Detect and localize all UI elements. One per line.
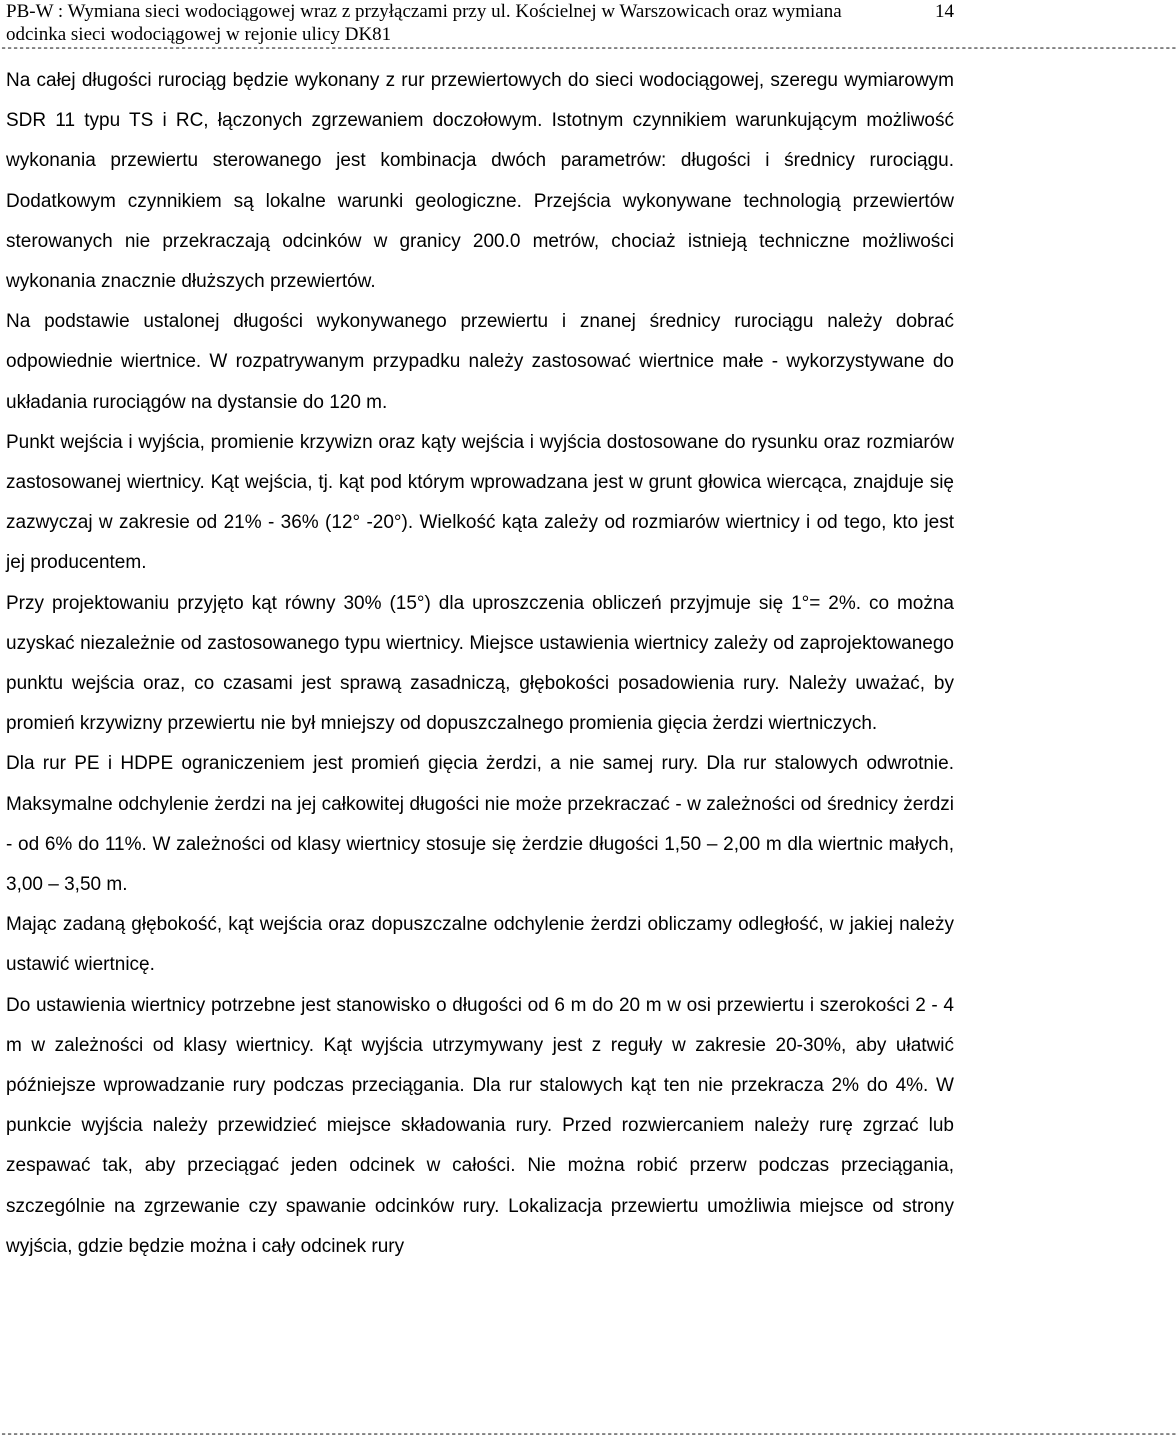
document-body: [6, 61, 954, 1267]
footer-separator: ----------------------------------------------------------------------------------------------------------------------------------------------------------------------------------------------------: [0, 1427, 1176, 1441]
paragraph: Dla rur PE i HDPE ograniczeniem jest promień gięcia żerdzi, a nie samej rury. Dla rur stalowych odwrotnie. Maksymalne odchylenie żerdzi na jej całkowitej długości nie może przekraczać - w zależności od średnicy żerdzi - od 6% do 11%. W zależności od klasy wiertnicy stosuje się żerdzie długości 1,50 – 2,00 m dla wiertnic małych, 3,00 – 3,50 m.: [6, 753, 954, 896]
page-number: 14: [935, 1, 954, 22]
paragraph: Do ustawienia wiertnicy potrzebne jest stanowisko o długości od 6 m do 20 m w osi przewiertu i szerokości 2 - 4 m w zależności od klasy wiertnicy. Kąt wyjścia utrzymywany jest z reguły w zakresie 20-30%, aby ułatwić późniejsze wprowadzanie rury podczas przeciągania. Dla rur stalowych kąt ten nie przekracza 2% do 4%. W punkcie wyjścia należy przewidzieć miejsce składowania rury. Przed rozwiercaniem należy rurę zgrzać lub zespawać tak, aby przeciągać jeden odcinek w całości. Nie można robić przerw podczas przeciągania, szczególnie na zgrzewanie czy spawanie odcinków rury. Lokalizacja przewiertu umożliwia miejsce od strony wyjścia, gdzie będzie można i cały odcinek rury: [6, 994, 954, 1257]
paragraph: Przy projektowaniu przyjęto kąt równy 30% (15°) dla uproszczenia obliczeń przyjmuje się 1°= 2%. co można uzyskać niezależnie od zastosowanego typu wiertnicy. Miejsce ustawienia wiertnicy zależy od zaprojektowanego punktu wejścia oraz, co czasami jest sprawą zasadniczą, głębokości posadowienia rury. Należy uważać, by promień krzywizny przewiertu nie był mniejszy od dopuszczalnego promienia gięcia żerdzi wiertniczych.: [6, 592, 954, 735]
paragraph: Punkt wejścia i wyjścia, promienie krzywizn oraz kąty wejścia i wyjścia dostosowane do rysunku oraz rozmiarów zastosowanej wiertnicy. Kąt wejścia, tj. kąt pod którym wprowadzana jest w grunt głowica wiercąca, znajduje się zazwyczaj w zakresie od 21% - 36% (12° -20°). Wielkość kąta zależy od rozmiarów wiertnicy i od tego, kto jest jej producentem.: [6, 431, 954, 574]
header-title: PB-W : Wymiana sieci wodociągowej wraz z przyłączami przy ul. Kościelnej w Warszowicach oraz wymiana odcinka sieci wodociągowej w rejonie ulicy DK81: [6, 1, 842, 45]
paragraph: Mając zadaną głębokość, kąt wejścia oraz dopuszczalne odchylenie żerdzi obliczamy odległość, w jakiej należy ustawić wiertnicę.: [6, 914, 954, 976]
paragraph: Na całej długości rurociąg będzie wykonany z rur przewiertowych do sieci wodociągowej, szeregu wymiarowym SDR 11 typu TS i RC, łączonych zgrzewaniem doczołowym. Istotnym czynnikiem warunkującym możliwość wykonania przewiertu sterowanego jest kombinacja dwóch parametrów: długości i średnicy rurociągu. Dodatkowym czynnikiem są lokalne warunki geologiczne. Przejścia wykonywane technologią przewiertów sterowanych nie przekraczają odcinków w granicy 200.0 metrów, chociaż istnieją techniczne możliwości wykonania znacznie dłuższych przewiertów.: [6, 70, 954, 293]
paragraph: Na podstawie ustalonej długości wykonywanego przewiertu i znanej średnicy rurociągu należy dobrać odpowiednie wiertnice. W rozpatrywanym przypadku należy zastosować wiertnice małe - wykorzystywane do układania rurociągów na dystansie do 120 m.: [6, 311, 954, 413]
header-separator: ----------------------------------------------------------------------------------------------------------------------------------------------------------------------------------------------------: [0, 41, 1176, 55]
